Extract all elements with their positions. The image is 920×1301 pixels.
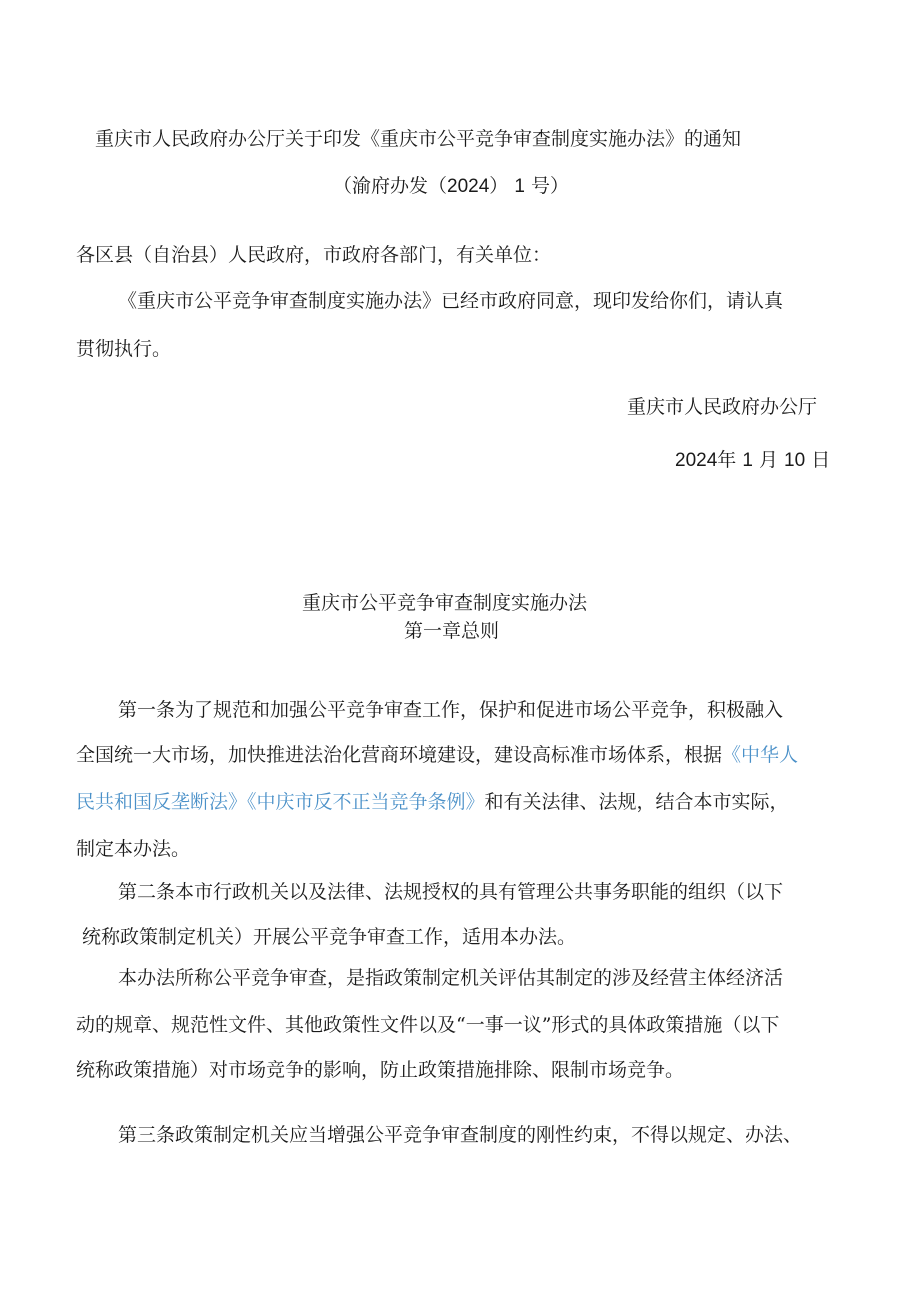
- article-line: 统称政策制定机关）开展公平竞争审查工作，适用本办法。: [82, 926, 577, 948]
- date-month-unit: 月: [758, 449, 778, 471]
- doc-number-year: 2024: [447, 176, 490, 197]
- date-day-unit: 日: [811, 449, 831, 471]
- addressee: 各区县（自治县）人民政府，市政府各部门，有关单位：: [76, 244, 552, 266]
- article-line: 第三条政策制定机关应当增强公平竞争审查制度的刚性约束，不得以规定、办法、: [118, 1124, 803, 1146]
- article-line: 第二条本市行政机关以及法律、法规授权的具有管理公共事务职能的组织（以下: [118, 881, 784, 903]
- article-text: 全国统一大市场，加快推进法治化营商环境建设，建设高标准市场体系，根据: [76, 744, 723, 766]
- article-line: [76, 793, 789, 812]
- law-link-anti-monopoly[interactable]: 民共和国反垄断法》: [76, 791, 248, 813]
- law-link-unfair-competition[interactable]: 《中庆市反不正当竞争条例》: [247, 791, 485, 813]
- chapter-heading: 第一章总则: [404, 620, 500, 642]
- notice-body-line: 贯彻执行。: [76, 338, 172, 360]
- date-year-unit: 年: [717, 449, 737, 471]
- date-month: 1: [742, 450, 753, 471]
- notice-body-line: 《重庆市公平竞争审查制度实施办法》已经市政府同意，现印发给你们，请认真: [118, 290, 784, 312]
- doc-number-open: （渝府办发（: [333, 175, 448, 197]
- article-line: 第一条为了规范和加强公平竞争审查工作，保护和促进市场公平竞争，积极融入: [118, 699, 784, 721]
- date-year: 2024: [675, 450, 718, 471]
- article-line: 制定本办法。: [76, 838, 191, 860]
- doc-number-mid: ）: [489, 175, 509, 197]
- doc-number-close: 号）: [530, 175, 569, 197]
- law-link-anti-monopoly[interactable]: 《中华人: [722, 744, 799, 766]
- issue-date: [675, 451, 830, 470]
- article-text: 和有关法律、法规，结合本市实际，: [484, 791, 789, 813]
- article-line: [76, 746, 798, 765]
- notice-title: 重庆市人民政府办公厅关于印发《重庆市公平竞争审查制度实施办法》的通知: [95, 128, 742, 150]
- article-line: 本办法所称公平竞争审查，是指政策制定机关评估其制定的涉及经营主体经济活: [118, 967, 784, 989]
- doc-number-num: 1: [514, 176, 525, 197]
- measures-title: 重庆市公平竞争审查制度实施办法: [302, 592, 588, 614]
- article-line: 统称政策措施）对市场竞争的影响，防止政策措施排除、限制市场竞争。: [76, 1059, 685, 1081]
- date-day: 10: [784, 450, 806, 471]
- article-line: 动的规章、规范性文件、其他政策性文件以及“一事一议”形式的具体政策措施（以下: [76, 1014, 780, 1036]
- document-number: [333, 177, 569, 196]
- signature: 重庆市人民政府办公厅: [627, 396, 818, 418]
